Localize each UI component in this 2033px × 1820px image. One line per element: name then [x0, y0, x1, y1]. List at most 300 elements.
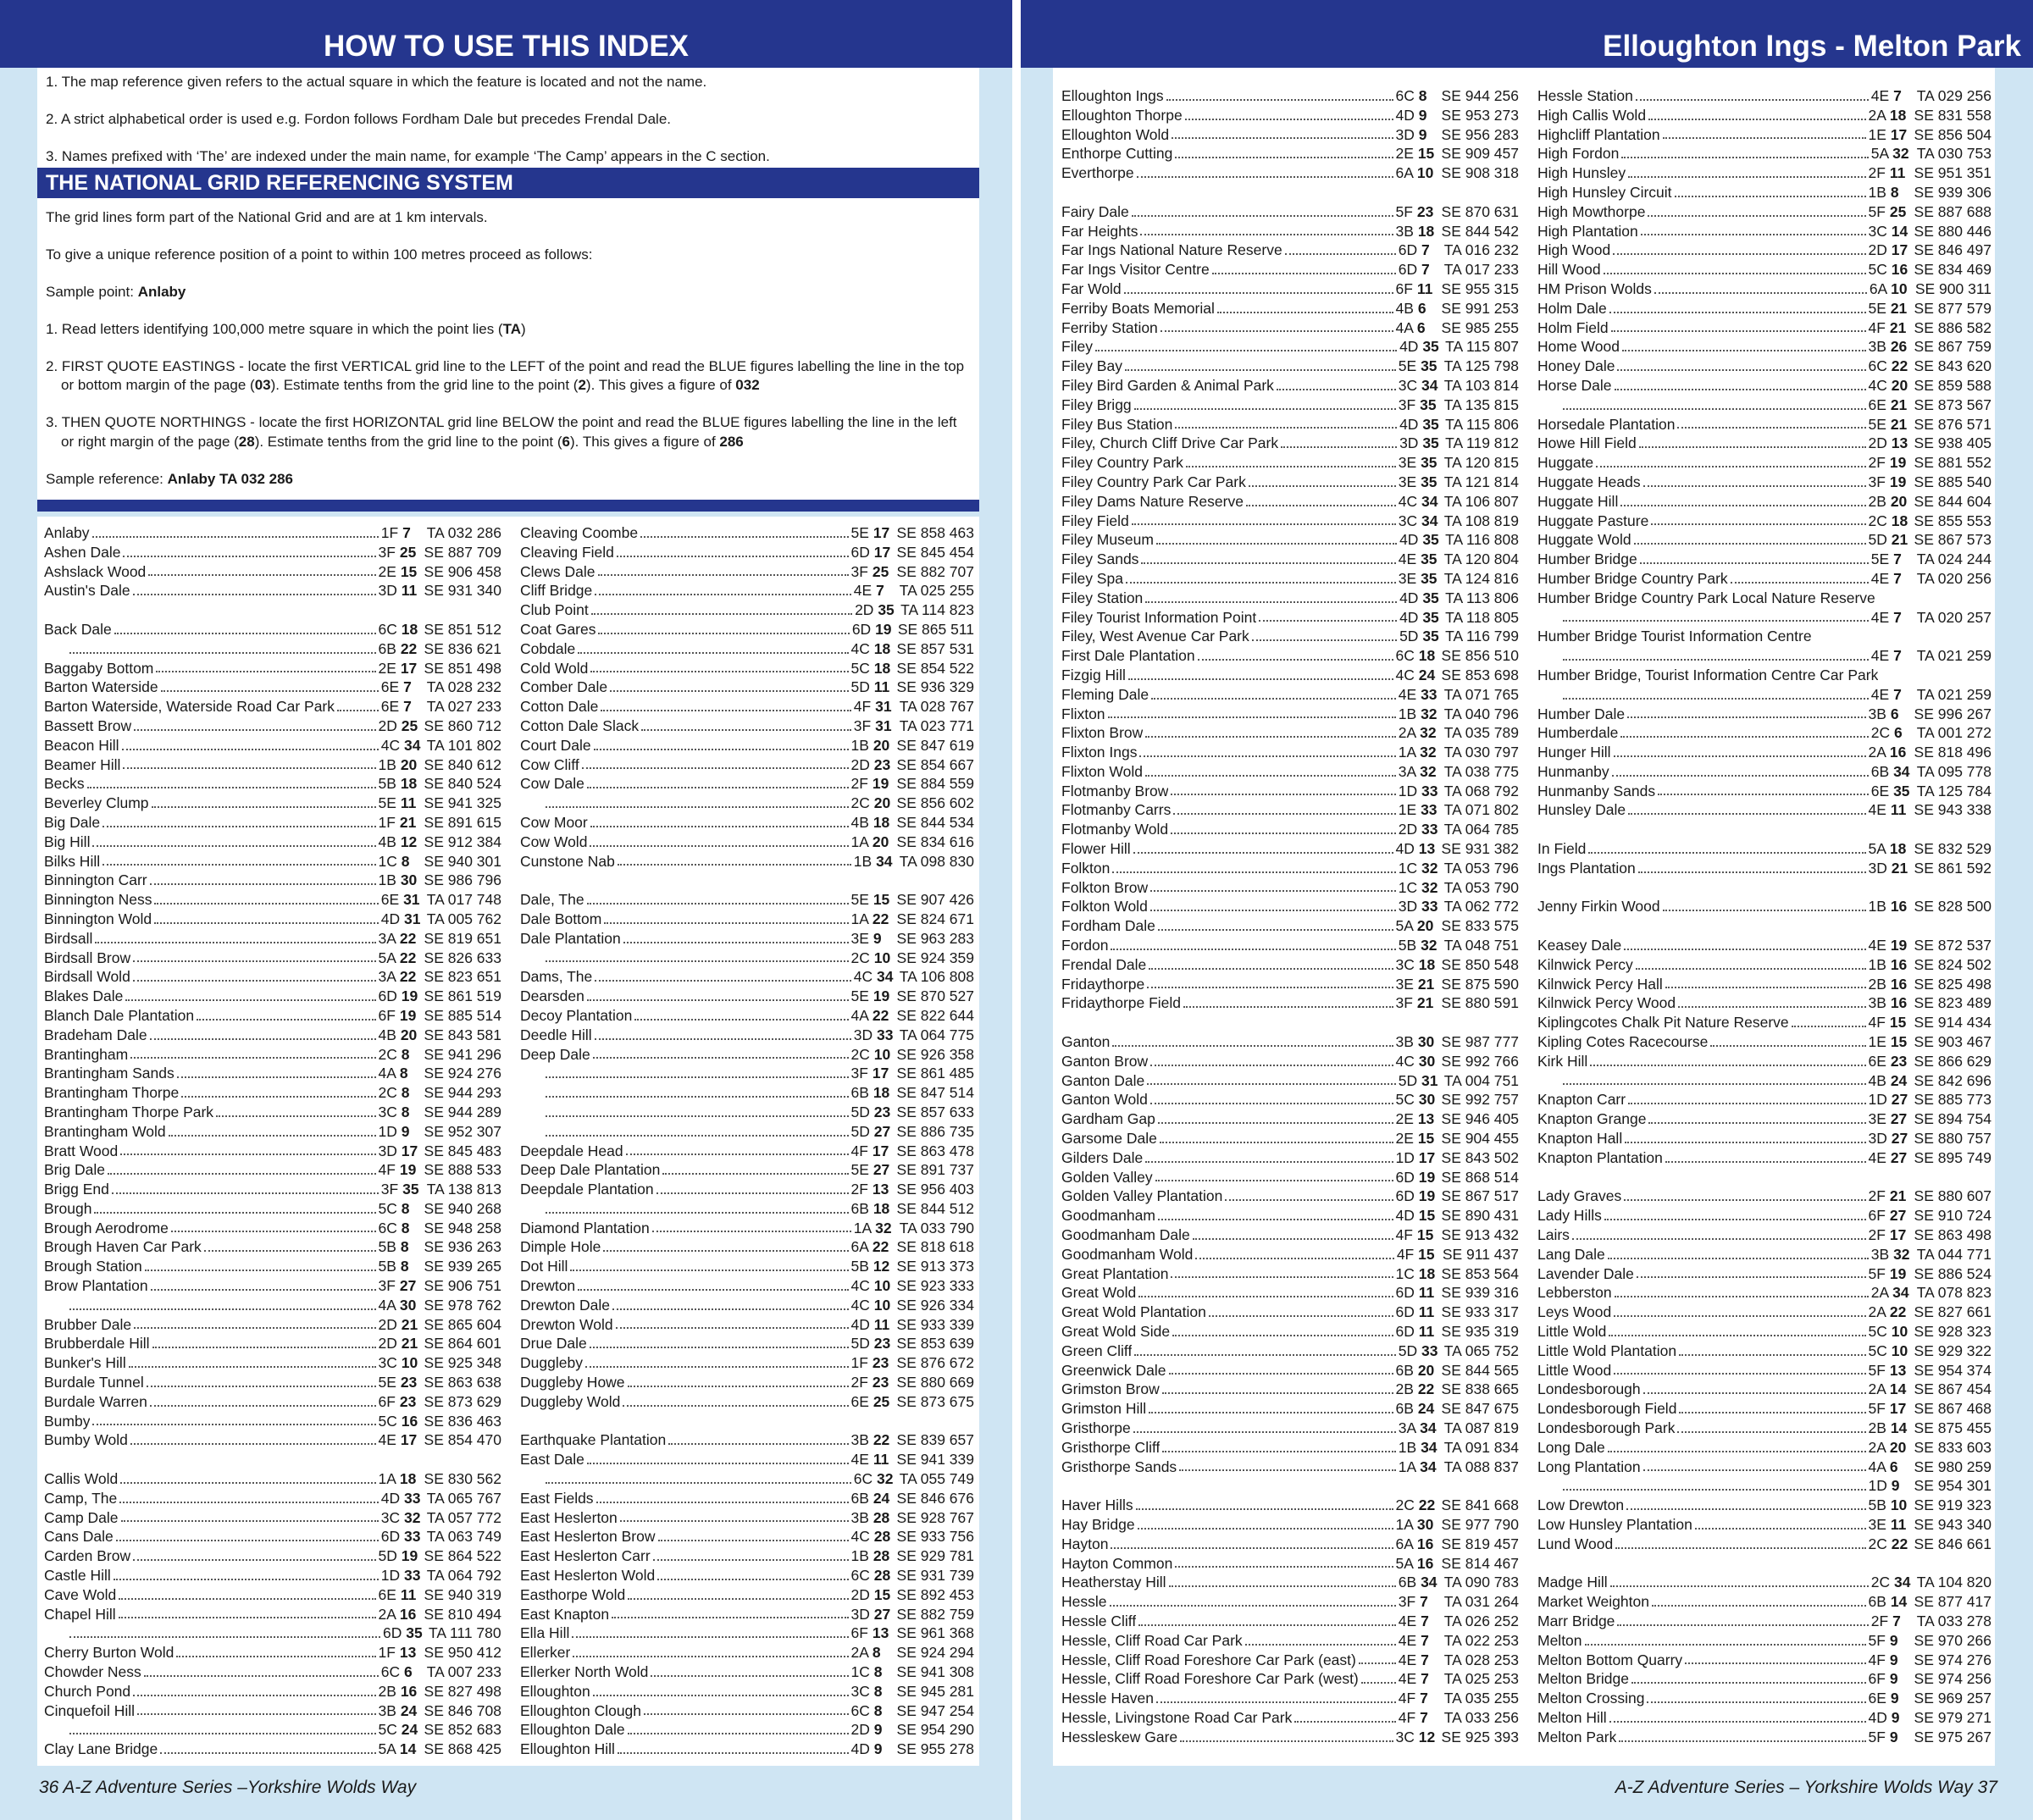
- index-entry: [1061, 975, 1519, 994]
- dot-leader: [1124, 292, 1393, 294]
- dot-leader: [92, 845, 375, 847]
- map-reference: [1396, 144, 1437, 163]
- grid-reference: SE 875 455: [1914, 1419, 1991, 1436]
- map-square: 4E: [1398, 1612, 1417, 1629]
- index-entry: [1061, 1651, 1519, 1670]
- index-entry: [1061, 1438, 1519, 1458]
- entry-name: Filey Brigg: [1061, 396, 1132, 413]
- index-entry: [520, 1199, 974, 1219]
- entry-name: Callis Wold: [44, 1470, 119, 1488]
- map-square: 4E: [1870, 608, 1890, 626]
- dot-leader: [1596, 466, 1865, 467]
- dot-leader: [587, 1463, 849, 1464]
- grid-reference: SE 810 494: [424, 1605, 501, 1623]
- page-number: 21: [1891, 859, 1908, 877]
- grid-reference: TA 057 772: [426, 1508, 501, 1526]
- map-reference: [1396, 1728, 1437, 1747]
- entry-name: Burdale Warren: [44, 1392, 147, 1410]
- entry-name: Jenny Firkin Wood: [1537, 898, 1660, 916]
- map-reference: [851, 1546, 892, 1566]
- page-number: 15: [1418, 1207, 1436, 1225]
- index-entry: [44, 1566, 501, 1585]
- map-square: 1B: [850, 736, 869, 754]
- map-square: 2A: [1868, 1380, 1886, 1398]
- dot-leader: [1161, 330, 1393, 332]
- dot-leader: [1617, 1624, 1868, 1626]
- map-reference: [1869, 125, 1909, 145]
- dot-leader: [1620, 736, 1868, 738]
- entry-name: Barton Waterside, Waterside Road Car Park: [44, 698, 335, 716]
- map-square: 1C: [1395, 1264, 1415, 1282]
- dot-leader: [1125, 369, 1396, 371]
- map-square: 6F: [378, 1392, 396, 1410]
- map-square: 5E: [378, 1374, 396, 1391]
- map-reference: [851, 736, 892, 755]
- entry-name: Cow Wold: [520, 833, 588, 850]
- page-number: 35: [1421, 454, 1438, 472]
- entry-name: Bilks Hill: [44, 852, 101, 870]
- map-square: 4E: [853, 582, 872, 600]
- entry-name: Heatherstay Hill: [1061, 1574, 1166, 1591]
- page-number: 28: [873, 1528, 891, 1546]
- map-reference: [379, 581, 419, 600]
- map-square: 2E: [1395, 1130, 1414, 1148]
- entry-name: High Fordon: [1537, 145, 1620, 163]
- index-gap: [1537, 1168, 1991, 1187]
- dot-leader: [1156, 543, 1397, 545]
- map-square: 4A: [850, 1006, 868, 1024]
- map-square: 4F: [1395, 1226, 1413, 1244]
- dot-leader: [119, 1502, 379, 1503]
- map-reference: [851, 1237, 892, 1257]
- index-entry: [1537, 530, 1991, 550]
- map-reference: [851, 1103, 892, 1122]
- grid-reference: SE 854 470: [424, 1431, 501, 1449]
- entry-name: Dale Plantation: [520, 929, 621, 947]
- page-number: 16: [1890, 975, 1908, 993]
- map-square: 2C: [1870, 1574, 1891, 1591]
- grid-reference: SE 834 469: [1914, 261, 1991, 279]
- index-entry: [1537, 1592, 1991, 1612]
- map-square: 4C: [850, 639, 870, 657]
- page-number: 35: [1422, 531, 1439, 549]
- dot-leader: [1636, 99, 1869, 101]
- entry-name: Little Wold Plantation: [1537, 1341, 1677, 1359]
- entry-name: Londesborough: [1537, 1380, 1641, 1398]
- map-square: 4B: [1868, 1071, 1886, 1089]
- grid-reference: SE 969 257: [1914, 1690, 1991, 1707]
- page-number: 32: [875, 1219, 892, 1236]
- map-square: 1F: [378, 1644, 396, 1662]
- index-entry: [1061, 415, 1519, 434]
- page-number: 11: [400, 1585, 417, 1603]
- entry-name: Elloughton Hill: [520, 1740, 615, 1758]
- grid-reference: SE 963 283: [896, 929, 974, 947]
- dot-leader: [1563, 620, 1869, 622]
- page-number: 34: [1420, 1458, 1437, 1475]
- dot-leader: [1149, 968, 1393, 970]
- dot-leader: [644, 1713, 849, 1715]
- page-number: 13: [1418, 840, 1436, 858]
- page-number: 16: [401, 1412, 418, 1430]
- map-reference: [1869, 530, 1909, 550]
- map-square: 5D: [1398, 1071, 1418, 1089]
- map-reference: [851, 1392, 892, 1412]
- page-number: 35: [1422, 338, 1439, 356]
- map-reference: [1869, 1515, 1909, 1535]
- grid-reference: SE 845 454: [896, 543, 974, 561]
- grid-reference: SE 825 498: [1914, 975, 1991, 993]
- map-reference: [1399, 859, 1439, 878]
- entry-name: Goodmanham: [1061, 1207, 1155, 1225]
- grid-reference: SE 931 739: [896, 1567, 974, 1585]
- page-number: 15: [872, 891, 890, 909]
- page-number: 7: [1893, 685, 1902, 703]
- page-gutter: [1012, 0, 1021, 1820]
- page-number: 22: [1889, 1303, 1907, 1321]
- page-number: 14: [399, 1740, 417, 1758]
- map-reference: [1399, 1669, 1439, 1689]
- map-reference: [1869, 1148, 1909, 1168]
- index-entry: [520, 1508, 974, 1528]
- entry-name: Clews Dale: [520, 562, 595, 580]
- map-reference: [1399, 415, 1440, 434]
- page-number: 30: [399, 1296, 417, 1314]
- dot-leader: [593, 1695, 849, 1696]
- page-number: 22: [399, 949, 417, 966]
- map-reference: [1869, 800, 1909, 820]
- entry-name: Dimple Hole: [520, 1238, 601, 1256]
- grid-reference: SE 944 289: [424, 1103, 501, 1120]
- dot-leader: [120, 1153, 375, 1155]
- page-number: 7: [1420, 1708, 1428, 1726]
- dot-leader: [582, 767, 849, 769]
- dot-leader: [1285, 253, 1396, 255]
- entry-name: Humber Bridge Tourist Information Centre: [1537, 628, 1812, 645]
- index-entry: [1537, 260, 1991, 279]
- grid-reference: TA 135 815: [1443, 396, 1519, 413]
- grid-reference: SE 956 403: [896, 1181, 974, 1198]
- dot-leader: [1158, 929, 1393, 931]
- index-entry: [1537, 685, 1991, 705]
- index-entry: [44, 1142, 501, 1161]
- map-square: 6D: [380, 1528, 401, 1546]
- map-reference: [1396, 1535, 1437, 1554]
- entry-name: Fordon: [1061, 937, 1109, 954]
- entry-name: Flixton Wold: [1061, 762, 1143, 780]
- index-entry: [44, 1026, 501, 1045]
- map-square: 3F: [1398, 396, 1416, 413]
- grid-reference: TA 021 259: [1916, 685, 1991, 703]
- map-square: 6D: [850, 543, 870, 561]
- map-square: 2C: [1868, 1535, 1887, 1552]
- grid-reference: TA 115 806: [1445, 415, 1519, 433]
- entry-name: Filey Bay: [1061, 357, 1122, 375]
- dot-leader: [1359, 1662, 1396, 1664]
- entry-name: Fordham Dale: [1061, 917, 1155, 935]
- index-entry: [1537, 839, 1991, 859]
- map-reference: [851, 755, 892, 775]
- map-square: 3E: [1398, 569, 1417, 587]
- map-reference: [381, 890, 422, 910]
- map-reference: [381, 1508, 422, 1528]
- index-entry: [520, 1026, 974, 1045]
- map-square: 5D: [1868, 531, 1887, 549]
- grid-reference: SE 840 524: [424, 775, 501, 793]
- index-panel-left: [37, 517, 979, 1766]
- dot-leader: [1640, 562, 1869, 564]
- page-number: 11: [1418, 1323, 1435, 1340]
- entry-name: Bradeham Dale: [44, 1026, 147, 1043]
- dot-leader: [152, 806, 376, 808]
- index-column-3: [1061, 86, 1519, 1747]
- entry-name: Filey Bird Garden & Animal Park: [1061, 376, 1274, 394]
- map-reference: [1869, 1651, 1909, 1670]
- dot-leader: [1611, 330, 1866, 332]
- dot-leader: [102, 864, 375, 866]
- page-number: 7: [1421, 1612, 1429, 1629]
- grid-reference: TA 101 802: [426, 736, 501, 754]
- map-square: 4C: [850, 1277, 870, 1295]
- index-entry: [520, 1122, 974, 1142]
- grid-reference: SE 844 542: [1441, 222, 1519, 240]
- map-reference: [851, 1662, 892, 1682]
- grid-reference: SE 832 529: [1914, 840, 1991, 858]
- index-entry: [520, 1276, 974, 1296]
- grid-reference: SE 819 651: [424, 929, 501, 947]
- grid-reference: SE 912 384: [424, 833, 501, 850]
- index-entry: [44, 1508, 501, 1528]
- entry-name: Elloughton Wold: [1061, 125, 1170, 143]
- dot-leader: [69, 1733, 376, 1734]
- map-reference: [851, 639, 892, 659]
- map-square: 4D: [1399, 531, 1419, 549]
- page-number: 32: [404, 1508, 421, 1526]
- map-square: 1C: [378, 852, 397, 870]
- map-reference: [379, 1334, 419, 1353]
- dot-leader: [1626, 1508, 1865, 1510]
- map-square: 3C: [1398, 512, 1418, 529]
- page-number: 10: [873, 949, 891, 966]
- entry-name: Home Wood: [1537, 338, 1620, 356]
- grid-reference: SE 886 524: [1914, 1264, 1991, 1282]
- index-entry: [520, 1643, 974, 1662]
- map-reference: [1869, 955, 1909, 975]
- grid-reference: SE 948 258: [424, 1219, 501, 1236]
- dot-leader: [1609, 1335, 1865, 1336]
- map-reference: [1399, 337, 1440, 357]
- grid-reference: SE 941 339: [896, 1451, 974, 1469]
- index-entry: [1537, 1283, 1991, 1303]
- page-number: 8: [1418, 87, 1427, 104]
- page-number: 16: [1890, 898, 1908, 916]
- entry-name: Easthorpe Wold: [520, 1585, 626, 1603]
- page-number: 7: [1420, 1690, 1428, 1707]
- dot-leader: [572, 1636, 848, 1638]
- grid-reference: SE 870 631: [1441, 202, 1519, 220]
- page-number: 35: [1422, 589, 1439, 606]
- grid-reference: SE 924 294: [896, 1644, 974, 1662]
- page-number: 7: [1421, 241, 1430, 259]
- index-entry: [1061, 473, 1519, 492]
- map-square: 3B: [1870, 1245, 1890, 1263]
- dot-leader: [1731, 582, 1869, 584]
- map-reference: [1869, 936, 1909, 955]
- dot-leader: [652, 1231, 851, 1232]
- dot-leader: [150, 883, 376, 885]
- page-number: 30: [400, 871, 418, 889]
- page-number: 18: [1418, 647, 1436, 665]
- map-square: 1D: [1868, 1091, 1887, 1109]
- map-reference: [851, 1315, 892, 1335]
- map-square: 6D: [1395, 1187, 1415, 1205]
- map-square: 2B: [1868, 1419, 1886, 1436]
- map-reference: [1869, 1476, 1909, 1496]
- dot-leader: [1643, 485, 1866, 487]
- right-page-footer: A-Z Adventure Series – Yorkshire Wolds Way 37: [1615, 1778, 1997, 1797]
- map-square: 4D: [1399, 589, 1419, 606]
- grid-reference: SE 814 467: [1441, 1554, 1519, 1572]
- page-number: 25: [872, 1392, 890, 1410]
- entry-name: Dale, The: [520, 891, 584, 909]
- map-square: 3F: [1868, 473, 1886, 490]
- map-reference: [851, 678, 892, 697]
- dot-leader: [595, 980, 851, 982]
- map-square: 4D: [850, 1740, 870, 1758]
- dot-leader: [1138, 1296, 1393, 1297]
- map-reference: [1871, 1283, 1912, 1303]
- map-reference: [379, 1296, 419, 1315]
- grid-reference: SE 851 498: [424, 659, 501, 677]
- dot-leader: [204, 1250, 376, 1252]
- map-reference: [1399, 1438, 1439, 1458]
- map-reference: [851, 1740, 892, 1759]
- grid-reference: TA 020 257: [1916, 608, 1991, 626]
- grid-reference: SE 977 790: [1441, 1515, 1519, 1533]
- index-entry: [1061, 897, 1519, 916]
- map-reference: [1399, 820, 1439, 839]
- entry-name: Green Cliff: [1061, 1341, 1133, 1359]
- map-square: 4A: [378, 1065, 396, 1082]
- grid-reference: TA 048 751: [1443, 937, 1519, 954]
- map-square: 4E: [378, 1431, 396, 1449]
- index-entry: [44, 1064, 501, 1083]
- grid-reference: SE 888 533: [424, 1161, 501, 1179]
- index-entry: [44, 967, 501, 987]
- entry-name: Flixton Brow: [1061, 724, 1144, 742]
- dot-leader: [658, 1540, 849, 1541]
- index-entry: [44, 697, 501, 716]
- index-entry: [44, 1740, 501, 1759]
- map-square: 5D: [850, 1103, 870, 1120]
- page-number: 8: [873, 1682, 883, 1700]
- map-reference: [1399, 627, 1440, 646]
- page-number: 11: [873, 678, 890, 696]
- grid-reference: SE 954 290: [896, 1721, 974, 1739]
- map-reference: [379, 1006, 419, 1026]
- grid-reference: TA 116 799: [1445, 628, 1519, 645]
- entry-name: First Dale Plantation: [1061, 647, 1195, 665]
- entry-name: Hessle, Cliff Road Foreshore Car Park (west): [1061, 1670, 1359, 1688]
- index-entry: [44, 1412, 501, 1431]
- dot-leader: [114, 633, 376, 634]
- index-entry: [1537, 1380, 1991, 1399]
- entry-name: Hessleskew Gare: [1061, 1728, 1178, 1745]
- grid-reference: SE 928 323: [1914, 1323, 1991, 1340]
- map-reference: [1869, 1380, 1909, 1399]
- entry-name: Great Plantation: [1061, 1264, 1169, 1282]
- dot-leader: [1137, 176, 1393, 178]
- dot-leader: [133, 594, 376, 595]
- index-entry: [1061, 1148, 1519, 1168]
- page-number: 18: [872, 1199, 890, 1217]
- page-number: 8: [401, 852, 410, 870]
- map-square: 3D: [1868, 859, 1887, 877]
- entry-name: Far Wold: [1061, 279, 1122, 297]
- dot-leader: [603, 1250, 848, 1252]
- page-number: 7: [402, 524, 411, 541]
- map-square: 3F: [1398, 1593, 1416, 1611]
- page-number: 17: [400, 659, 418, 677]
- grid-reference: SE 826 633: [424, 949, 501, 966]
- page-number: 13: [1889, 1361, 1907, 1379]
- entry-name: Deep Dale Plantation: [520, 1161, 661, 1179]
- entry-name: Ellerker: [520, 1644, 571, 1662]
- grid-reference: SE 823 651: [424, 968, 501, 986]
- dot-leader: [1175, 427, 1397, 429]
- page-number: 33: [877, 1026, 894, 1043]
- map-reference: [1396, 299, 1437, 318]
- grid-reference: SE 925 393: [1441, 1728, 1519, 1745]
- dot-leader: [1111, 949, 1395, 950]
- map-reference: [1399, 897, 1439, 916]
- entry-name: Dearsden: [520, 987, 584, 1005]
- page-number: 14: [1889, 1380, 1907, 1398]
- map-square: 5F: [1868, 202, 1886, 220]
- dot-leader: [1172, 1335, 1393, 1336]
- page-number: 13: [872, 1624, 889, 1642]
- grid-reference: TA 038 775: [1443, 762, 1519, 780]
- index-entry: [1061, 1612, 1519, 1631]
- grid-reference: TA 115 807: [1445, 338, 1519, 356]
- page-number: 17: [1889, 1226, 1907, 1244]
- entry-name: Leys Wood: [1537, 1303, 1612, 1321]
- map-square: 4E: [1398, 1631, 1417, 1649]
- entry-name: Goodmanham Dale: [1061, 1226, 1190, 1244]
- page-number: 20: [1417, 1361, 1435, 1379]
- index-entry: [1537, 1708, 1991, 1728]
- entry-name: Cobdale: [520, 639, 576, 657]
- index-entry: [1537, 1225, 1991, 1245]
- map-square: 6F: [1395, 279, 1413, 297]
- grid-reference: SE 900 311: [1914, 279, 1991, 297]
- index-entry: [1537, 299, 1991, 318]
- index-entry: [1061, 646, 1519, 666]
- intro-panel: [37, 68, 979, 508]
- grid-reference: SE 887 688: [1914, 202, 1991, 220]
- entry-name: Lady Hills: [1537, 1207, 1602, 1225]
- dot-leader: [595, 594, 851, 595]
- page-number: 23: [400, 1374, 418, 1391]
- index-entry: [1061, 1361, 1519, 1380]
- map-square: 6B: [1395, 1400, 1414, 1418]
- index-entry: [1537, 608, 1991, 628]
- entry-name: High Plantation: [1537, 222, 1638, 240]
- grid-reference: SE 974 256: [1914, 1670, 1991, 1688]
- map-reference: [1869, 859, 1909, 878]
- map-reference: [1396, 1399, 1437, 1419]
- page-number: 15: [1890, 1033, 1908, 1051]
